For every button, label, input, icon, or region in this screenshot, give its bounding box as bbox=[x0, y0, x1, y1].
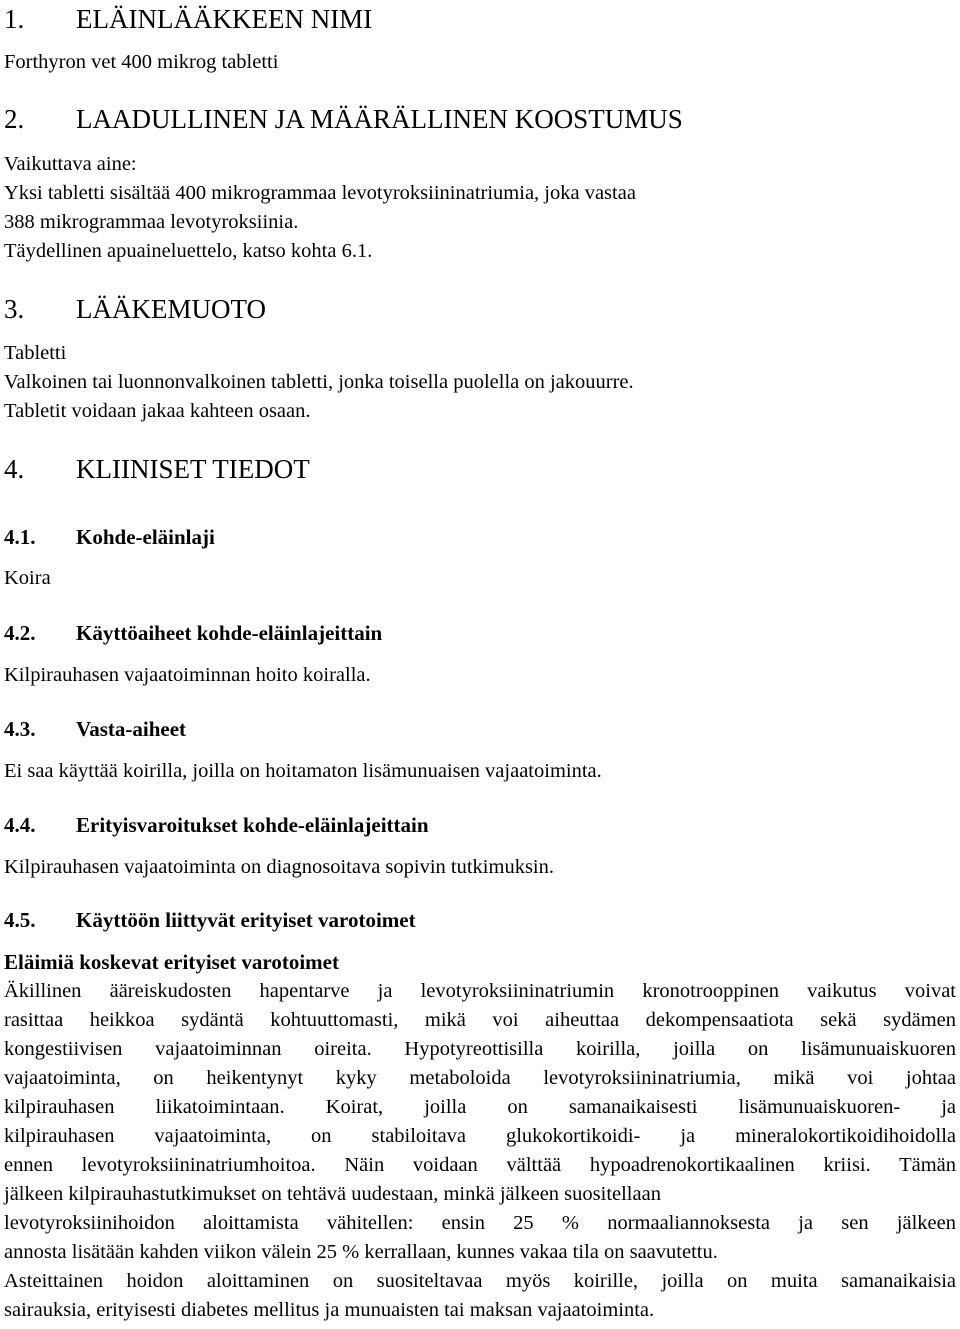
text-line: Vaikuttava aine: bbox=[4, 153, 137, 175]
subsection-4-2-heading bbox=[4, 621, 382, 645]
text-line: Koira bbox=[4, 567, 51, 589]
paragraph-line: levotyroksiinihoidon aloittamista vähitellen: ensin 25 % normaaliannoksesta ja sen jälkeen bbox=[4, 1212, 956, 1234]
subsection-number: 4.1. bbox=[4, 525, 36, 549]
paragraph-line: sairauksia, erityisesti diabetes mellitus ja munuaisten tai maksan vajaatoiminta. bbox=[4, 1299, 655, 1321]
subsection-number: 4.4. bbox=[4, 813, 36, 837]
subsection-4-5-heading bbox=[4, 908, 416, 932]
subsection-number: 4.3. bbox=[4, 717, 36, 741]
section-title: LÄÄKEMUOTO bbox=[76, 294, 266, 324]
section-title: KLIINISET TIEDOT bbox=[76, 454, 310, 484]
paragraph-line: annosta lisätään kahden viikon välein 25 % kerrallaan, kunnes vakaa tila on saavutettu. bbox=[4, 1241, 718, 1263]
subsection-title: Kohde-eläinlaji bbox=[76, 525, 215, 549]
product-name: Forthyron vet 400 mikrog tabletti bbox=[4, 51, 279, 73]
paragraph-line: rasittaa heikkoa sydäntä kohtuuttomasti, mikä voi aiheuttaa dekompensaatiota sekä sydämen bbox=[4, 1009, 956, 1031]
subsection-title: Käyttöaiheet kohde-eläinlajeittain bbox=[76, 621, 383, 645]
text-line: Tabletti bbox=[4, 342, 67, 364]
section-number: 1. bbox=[4, 4, 25, 34]
section-number: 2. bbox=[4, 104, 25, 134]
text-line: Kilpirauhasen vajaatoiminta on diagnosoitava sopivin tutkimuksin. bbox=[4, 856, 554, 878]
paragraph-line: ennen levotyroksiininatriumhoitoa. Näin voidaan välttää hypoadrenokortikaalinen kriisi. Tämän bbox=[4, 1154, 956, 1176]
paragraph-line: Äkillinen ääreiskudosten hapentarve ja levotyroksiininatriumin kronotrooppinen vaikutus voivat bbox=[4, 980, 956, 1002]
section-4-heading bbox=[4, 454, 310, 484]
text-line: Ei saa käyttää koirilla, joilla on hoitamaton lisämunuaisen vajaatoiminta. bbox=[4, 760, 602, 782]
section-number: 3. bbox=[4, 294, 25, 324]
paragraph-line: kilpirauhasen vajaatoiminta, on stabiloitava glukokortikoidi- ja mineralokortikoidihoidolla bbox=[4, 1125, 956, 1147]
subsection-title: Käyttöön liittyvät erityiset varotoimet bbox=[76, 908, 416, 932]
text-line: Yksi tabletti sisältää 400 mikrogrammaa levotyroksiininatriumia, joka vastaa bbox=[4, 182, 636, 204]
subsection-number: 4.2. bbox=[4, 621, 36, 645]
subsection-4-3-heading bbox=[4, 717, 186, 741]
section-title: LAADULLINEN JA MÄÄRÄLLINEN KOOSTUMUS bbox=[76, 104, 683, 134]
text-line: Tabletit voidaan jakaa kahteen osaan. bbox=[4, 400, 311, 422]
subsection-title: Vasta-aiheet bbox=[76, 717, 187, 741]
section-2-heading bbox=[4, 104, 683, 134]
subsection-4-1-heading bbox=[4, 525, 215, 549]
text-line: Täydellinen apuaineluettelo, katso kohta 6.1. bbox=[4, 240, 373, 262]
section-title: ELÄINLÄÄKKEEN NIMI bbox=[76, 4, 373, 34]
subsection-4-4-heading bbox=[4, 813, 429, 837]
paragraph-line: Asteittainen hoidon aloittaminen on suositeltavaa myös koirille, joilla on muita samanaikaisia bbox=[4, 1270, 956, 1292]
paragraph-subheading: Eläimiä koskevat erityiset varotoimet bbox=[4, 950, 339, 974]
paragraph-line: kilpirauhasen liikatoimintaan. Koirat, joilla on samanaikaisesti lisämunuaiskuoren- ja bbox=[4, 1096, 956, 1118]
section-1-heading bbox=[4, 4, 372, 34]
paragraph-line: vajaatoiminta, on heikentynyt kyky metaboloida levotyroksiininatriumia, mikä voi johtaa bbox=[4, 1067, 956, 1089]
section-3-heading bbox=[4, 294, 266, 324]
paragraph-line: kongestiivisen vajaatoiminnan oireita. Hypotyreottisilla koirilla, joilla on lisämunuaiskuoren bbox=[4, 1038, 956, 1060]
section-number: 4. bbox=[4, 454, 25, 484]
text-line: Valkoinen tai luonnonvalkoinen tabletti, jonka toisella puolella on jakouurre. bbox=[4, 371, 634, 393]
subsection-title: Erityisvaroitukset kohde-eläinlajeittain bbox=[76, 813, 429, 837]
text-line: 388 mikrogrammaa levotyroksiinia. bbox=[4, 211, 299, 233]
text-line: Kilpirauhasen vajaatoiminnan hoito koiralla. bbox=[4, 664, 371, 686]
subsection-number: 4.5. bbox=[4, 908, 36, 932]
paragraph-line: jälkeen kilpirauhastutkimukset on tehtävä uudestaan, minkä jälkeen suositellaan bbox=[4, 1183, 661, 1205]
